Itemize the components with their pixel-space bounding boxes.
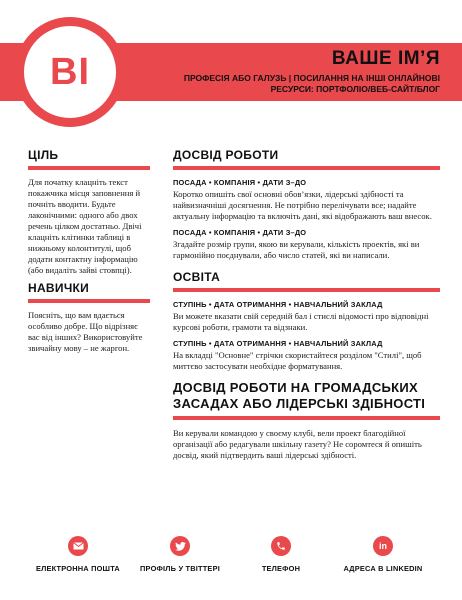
education-title[interactable]: ОСВІТА	[173, 270, 221, 284]
linkedin-glyph: in	[379, 541, 387, 551]
experience-entry-head[interactable]: ПОСАДА • КОМПАНІЯ • ДАТИ З–ДО	[173, 228, 307, 237]
volunteer-section	[173, 380, 440, 461]
skills-title[interactable]: НАВИЧКИ	[28, 281, 90, 295]
monogram-circle	[15, 17, 125, 127]
objective-rule	[28, 166, 150, 170]
twitter-icon	[170, 536, 190, 556]
objective-text[interactable]: Для початку клацніть текст покажчика місця заповнення й почніть вводити. Будьте лаконічними: одного або двох речень цілком достатньо. Двічі клацніть клітинки таблиці в нижньому колонтитулі, щоб додати контактну інформацію (або видаліть зайві стовпці).	[28, 177, 142, 275]
contact-linkedin[interactable]	[318, 536, 448, 573]
education-entry-text[interactable]: На вкладці "Основне" стрічки скористайтеся розділом "Стилі", щоб миттєво застосувати необхідне форматування.	[173, 350, 422, 371]
objective-title[interactable]: ЦІЛЬ	[28, 148, 59, 162]
experience-rule	[173, 166, 440, 170]
experience-entry-text[interactable]: Коротко опишіть свої основні обов’язки, лідерські здібності та найвизначніші досягнення. Не потрібно перелічувати все; надайте актуальну інформацію та включіть дані, які відображають ваш внесок.	[173, 189, 432, 221]
contact-linkedin-label: АДРЕСА В LINKEDIN	[343, 564, 423, 573]
contact-email-label: ЕЛЕКТРОННА ПОШТА	[36, 564, 120, 573]
contact-twitter-label: ПРОФІЛЬ У ТВІТТЕРІ	[140, 564, 220, 573]
skills-text[interactable]: Поясніть, що вам вдається особливо добре. Що відрізняє вас від інших? Використовуйте звичайну мову – не жаргон.	[28, 310, 143, 353]
education-entry-head[interactable]: СТУПІНЬ • ДАТА ОТРИМАННЯ • НАВЧАЛЬНИЙ ЗАКЛАД	[173, 300, 383, 309]
education-entry-text[interactable]: Ви можете вказати свій середній бал і стислі відомості про відповідні курсові роботи, грамоти та відзнаки.	[173, 311, 429, 332]
experience-title[interactable]: ДОСВІД РОБОТИ	[173, 148, 279, 162]
phone-icon	[271, 536, 291, 556]
skills-rule	[28, 299, 150, 303]
objective-section	[28, 148, 150, 276]
monogram[interactable]: ВІ	[50, 50, 90, 93]
linkedin-icon	[373, 536, 393, 556]
experience-entry-head[interactable]: ПОСАДА • КОМПАНІЯ • ДАТИ З–ДО	[173, 178, 307, 187]
education-entry-head[interactable]: СТУПІНЬ • ДАТА ОТРИМАННЯ • НАВЧАЛЬНИЙ ЗАКЛАД	[173, 339, 383, 348]
education-section	[173, 270, 440, 372]
experience-section	[173, 148, 440, 261]
volunteer-title[interactable]: ДОСВІД РОБОТИ НА ГРОМАДСЬКИХ ЗАСАДАХ АБО ЛІДЕРСЬКІ ЗДІБНОСТІ	[173, 380, 426, 411]
contact-phone-label: ТЕЛЕФОН	[261, 564, 301, 573]
experience-entry-text[interactable]: Згадайте розмір групи, якою ви керували, кількість проектів, які ви гармонійно поєднували, або число статей, які ви написали.	[173, 239, 420, 260]
skills-section	[28, 281, 150, 354]
volunteer-rule	[173, 416, 440, 420]
your-name[interactable]: ВАШЕ ІМ’Я	[331, 48, 440, 69]
email-icon	[68, 536, 88, 556]
profession-tagline[interactable]: ПРОФЕСІЯ АБО ГАЛУЗЬ | ПОСИЛАННЯ НА ІНШІ ОНЛАЙНОВІ РЕСУРСИ: ПОРТФОЛІО/ВЕБ-САЙТ/БЛОГ	[183, 73, 440, 94]
education-rule	[173, 288, 440, 292]
volunteer-text[interactable]: Ви керували командою у своєму клубі, вели проект благодійної організації або редагували шкільну газету? Не соромтеся й опишіть досвід, який підтвердить ваші лідерські здібності.	[173, 428, 422, 460]
